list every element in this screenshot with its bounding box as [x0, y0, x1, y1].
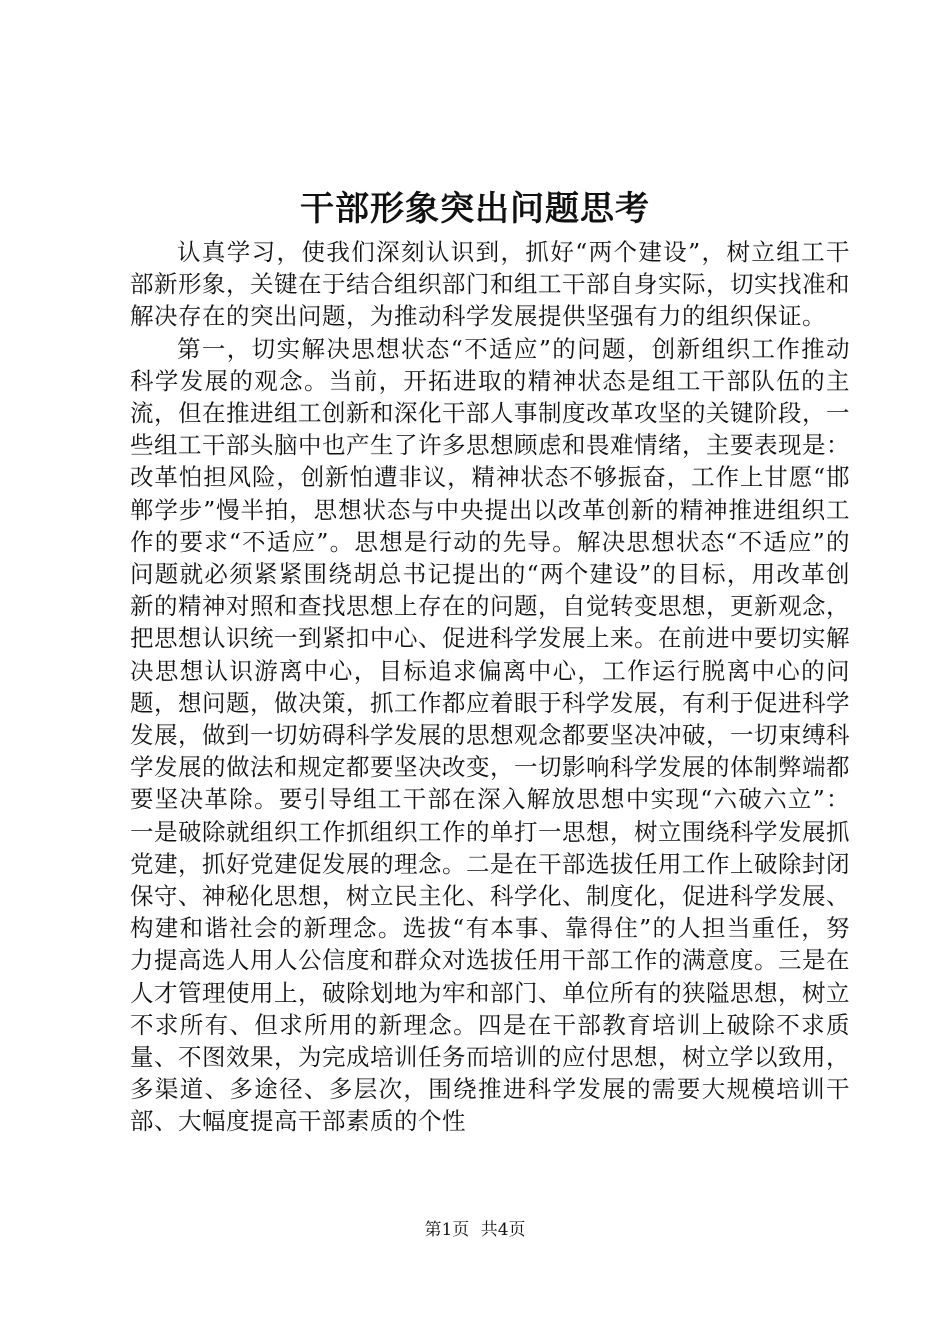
paragraph-intro: 认真学习，使我们深刻认识到，抓好“两个建设”，树立组工干部新形象，关键在于结合组织部门和组工干部自身实际，切实找准和解决存在的突出问题，为推动科学发展提供坚强有力的组织保证。 — [130, 238, 850, 331]
document-title: 干部形象突出问题思考 — [300, 189, 650, 229]
paragraph-first-point: 第一，切实解决思想状态“不适应”的问题，创新组织工作推动科学发展的观念。当前，开拓进取的精神状态是组工干部队伍的主流，但在推进组工创新和深化干部人事制度改革攻坚的关键阶段，一些组工干部头脑中也产生了许多思想顾虑和畏难情绪，主要表现是：改革怕担风险，创新怕遭非议，精神状态不够振奋，工作上甘愿“邯郸学步”慢半拍，思想状态与中央提出以改革创新的精神推进组织工作的要求“不适应”。思想是行动的先导。解决思想状态“不适应”的问题就必须紧紧围绕胡总书记提出的“两个建设”的目标，用改革创新的精神对照和查找思想上存在的问题，自觉转变思想，更新观念，把思想认识统一到紧扣中心、促进科学发展上来。在前进中要切实解决思想认识游离中心，目标追求偏离中心，工作运行脱离中心的问题，想问题，做决策，抓工作都应着眼于科学发展，有利于促进科学发展，做到一切妨碍科学发展的思想观念都要坚决冲破，一切束缚科学发展的做法和规定都要坚决改变，一切影响科学发展的体制弊端都要坚决革除。要引导组工干部在深入解放思想中实现“六破六立”：一是破除就组织工作抓组织工作的单打一思想，树立围绕科学发展抓党建，抓好党建促发展的理念。二是在干部选拔任用工作上破除封闭保守、神秘化思想，树立民主化、科学化、制度化，促进科学发展、构建和谐社会的新理念。选拔“有本事、靠得住”的人担当重任，努力提高选人用人公信度和群众对选拔任用干部工作的满意度。三是在人才管理使用上，破除划地为牢和部门、单位所有的狭隘思想，树立不求所有、但求所用的新理念。四是在干部教育培训上破除不求质量、不图效果，为完成培训任务而培训的应付思想，树立学以致用，多渠道、多途径、多层次，围绕推进科学发展的需要大规模培训干部、大幅度提高干部素质的个性 — [130, 334, 850, 1136]
page-footer — [0, 1218, 950, 1242]
page-number: 第1页 — [424, 1220, 470, 1240]
document-body — [130, 236, 850, 1138]
page-total: 共4页 — [480, 1220, 526, 1240]
